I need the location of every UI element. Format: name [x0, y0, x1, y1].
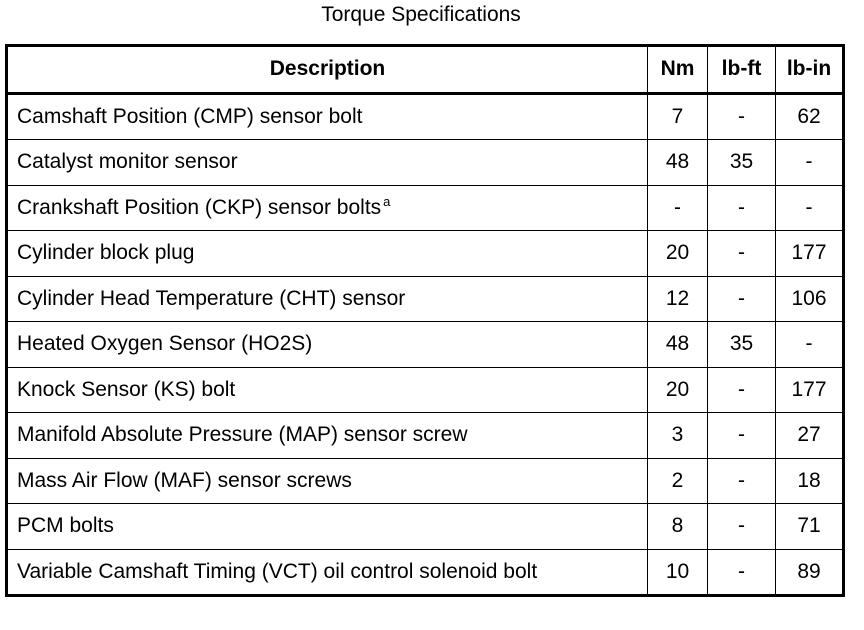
- row-description-cell: [7, 458, 648, 504]
- table-row: [7, 367, 844, 413]
- row-lb-in-value: -: [776, 185, 844, 231]
- table-row: [7, 231, 844, 277]
- table-row: [7, 504, 844, 550]
- row-nm-value: 10: [648, 549, 708, 596]
- row-description-cell: [7, 185, 648, 231]
- row-nm-value: 20: [648, 367, 708, 413]
- row-description: Manifold Absolute Pressure (MAP) sensor screw: [17, 423, 468, 447]
- row-lb-ft-value: -: [708, 413, 776, 459]
- row-nm-value: 12: [648, 276, 708, 322]
- row-lb-in-value: 89: [776, 549, 844, 596]
- row-description-cell: [7, 231, 648, 277]
- row-description-cell: [7, 549, 648, 596]
- row-description-cell: [7, 504, 648, 550]
- row-description: Knock Sensor (KS) bolt: [17, 377, 236, 401]
- torque-specifications-table: [5, 44, 845, 597]
- table-body: [7, 93, 844, 596]
- table-row: [7, 458, 844, 504]
- table-row: [7, 413, 844, 459]
- row-nm-value: 48: [648, 140, 708, 186]
- row-description: Variable Camshaft Timing (VCT) oil control solenoid bolt: [17, 559, 538, 583]
- table-title: Torque Specifications: [321, 3, 521, 26]
- table-row: [7, 276, 844, 322]
- column-header-lb-in: lb-in: [776, 46, 844, 94]
- table-header-row: [7, 46, 844, 94]
- column-header-description: Description: [7, 46, 648, 94]
- table-row: [7, 140, 844, 186]
- row-lb-ft-value: -: [708, 458, 776, 504]
- row-description-cell: [7, 367, 648, 413]
- row-lb-ft-value: -: [708, 276, 776, 322]
- row-lb-ft-value: 35: [708, 322, 776, 368]
- row-description-cell: [7, 140, 648, 186]
- row-nm-value: 3: [648, 413, 708, 459]
- row-description: Cylinder Head Temperature (CHT) sensor: [17, 286, 406, 310]
- row-nm-value: -: [648, 185, 708, 231]
- footnote-marker: a: [383, 193, 391, 209]
- row-lb-ft-value: -: [708, 185, 776, 231]
- row-lb-in-value: 106: [776, 276, 844, 322]
- table-row: [7, 93, 844, 140]
- row-lb-in-value: -: [776, 322, 844, 368]
- row-lb-in-value: 62: [776, 93, 844, 140]
- table-row: [7, 185, 844, 231]
- column-header-lb-ft: lb-ft: [708, 46, 776, 94]
- row-nm-value: 20: [648, 231, 708, 277]
- row-nm-value: 2: [648, 458, 708, 504]
- row-lb-in-value: -: [776, 140, 844, 186]
- row-lb-in-value: 71: [776, 504, 844, 550]
- row-description: Camshaft Position (CMP) sensor bolt: [17, 104, 363, 128]
- row-description-cell: [7, 322, 648, 368]
- row-lb-ft-value: -: [708, 504, 776, 550]
- row-description: Cylinder block plug: [17, 241, 195, 265]
- row-description-cell: [7, 276, 648, 322]
- row-lb-ft-value: 35: [708, 140, 776, 186]
- row-lb-in-value: 177: [776, 367, 844, 413]
- row-nm-value: 48: [648, 322, 708, 368]
- row-lb-in-value: 177: [776, 231, 844, 277]
- row-description: Crankshaft Position (CKP) sensor bolts: [17, 195, 382, 219]
- row-description-cell: [7, 93, 648, 140]
- row-description: PCM bolts: [17, 514, 114, 538]
- table-row: [7, 549, 844, 596]
- row-lb-ft-value: -: [708, 367, 776, 413]
- row-description: Mass Air Flow (MAF) sensor screws: [17, 468, 352, 492]
- row-nm-value: 8: [648, 504, 708, 550]
- row-lb-ft-value: -: [708, 231, 776, 277]
- row-lb-ft-value: -: [708, 93, 776, 140]
- row-lb-in-value: 27: [776, 413, 844, 459]
- row-lb-ft-value: -: [708, 549, 776, 596]
- row-description-cell: [7, 413, 648, 459]
- row-nm-value: 7: [648, 93, 708, 140]
- table-row: [7, 322, 844, 368]
- row-description: Heated Oxygen Sensor (HO2S): [17, 332, 313, 356]
- row-lb-in-value: 18: [776, 458, 844, 504]
- column-header-nm: Nm: [648, 46, 708, 94]
- row-description: Catalyst monitor sensor: [17, 150, 238, 174]
